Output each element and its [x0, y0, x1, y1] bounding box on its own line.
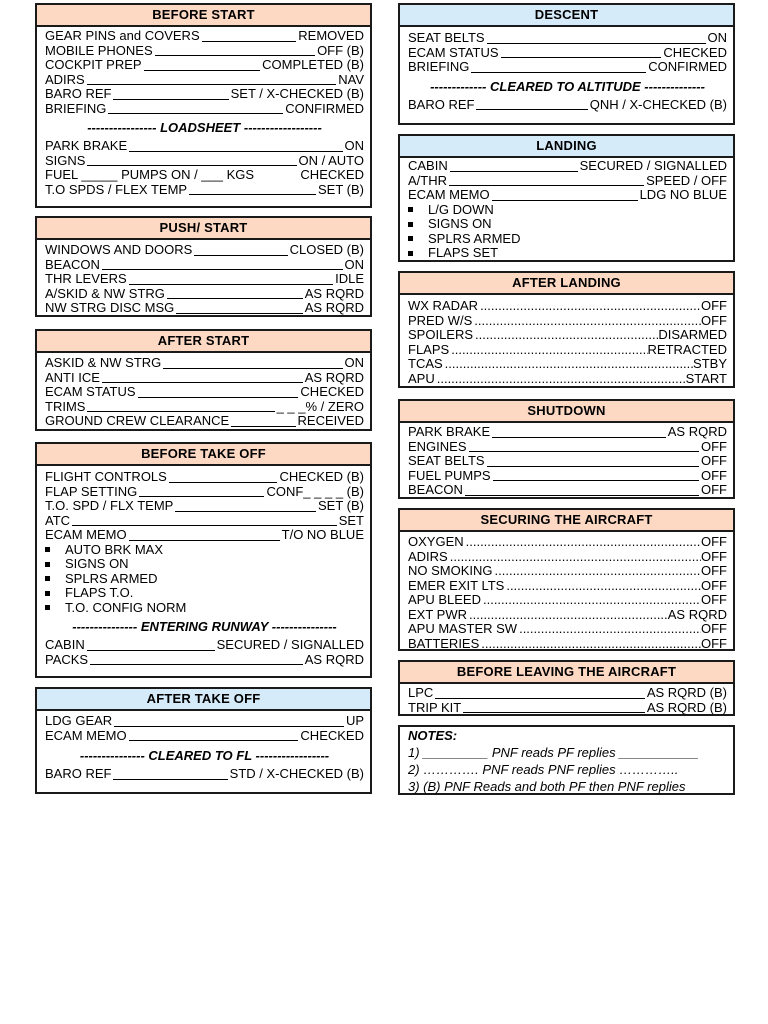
checklist-item: APU MASTER SW ..... OFF	[408, 622, 727, 637]
checklist-item: WINDOWS AND DOORS CLOSED (B)	[45, 242, 364, 257]
before-start-title: BEFORE START	[37, 5, 370, 27]
bullet-item: FLAPS SET	[408, 246, 727, 261]
note-item: 3) (B) PNF Reads and both PF then PNF replies	[408, 779, 686, 794]
bullet-icon	[408, 203, 416, 218]
checklist-item: PARK BRAKE AS RQRD	[408, 424, 727, 439]
checklist-item: LDG GEAR UP	[45, 713, 364, 728]
checklist-item: ANTI ICE AS RQRD	[45, 369, 364, 385]
bullet-item: AUTO BRK MAX	[45, 543, 364, 558]
cleared-to-altitude-separator: ------------- CLEARED TO ALTITUDE --------------	[430, 78, 705, 94]
descent-section	[398, 3, 735, 125]
checklist-item: WX RADAR ..... OFF	[408, 299, 727, 314]
landing-title: LANDING	[400, 136, 733, 158]
checklist-item: EMER EXIT LTS ..... OFF	[408, 579, 727, 594]
bullet-item: SPLRS ARMED	[45, 572, 364, 587]
after-takeoff-section	[35, 687, 372, 794]
loadsheet-separator: ---------------- LOADSHEET ------------------	[87, 120, 322, 135]
checklist-item: ECAM MEMO CHECKED	[45, 727, 364, 743]
checklist-item: PRED W/S ..... OFF	[408, 314, 727, 329]
checklist-item: FLAPS ..... RETRACTED	[408, 343, 727, 358]
checklist-item: BATTERIES ..... OFF	[408, 637, 727, 652]
bullet-icon	[408, 246, 416, 261]
checklist-item: ENGINES OFF	[408, 438, 727, 454]
securing-aircraft-title: SECURING THE AIRCRAFT	[400, 510, 733, 532]
checklist-item: BEACON ON	[45, 256, 364, 272]
bullet-icon	[45, 557, 53, 572]
before-takeoff-title: BEFORE TAKE OFF	[37, 444, 370, 466]
checklist-item: T.O. SPD / FLX TEMP SET (B)	[45, 498, 364, 513]
after-start-title: AFTER START	[37, 331, 370, 353]
checklist-item: A/THR SPEED / OFF	[408, 172, 727, 188]
note-item: 1) _________ PNF reads PF replies ___________	[408, 745, 699, 760]
checklist-item: ECAM STATUS CHECKED	[408, 44, 727, 60]
entering-runway-separator: --------------- ENTERING RUNWAY ---------------	[72, 619, 337, 634]
descent-title: DESCENT	[400, 5, 733, 27]
before-start-section	[35, 3, 372, 208]
checklist-item: ADIRS NAV	[45, 71, 364, 87]
checklist-item: APU ..... START	[408, 372, 727, 387]
checklist-item: GROUND CREW CLEARANCE RECEIVED	[45, 413, 364, 428]
bullet-item: SIGNS ON	[408, 217, 727, 232]
bullet-icon	[408, 232, 416, 247]
before-leaving-section	[398, 660, 735, 716]
checklist-item: COCKPIT PREP COMPLETED (B)	[45, 57, 364, 72]
cleared-to-fl-separator: --------------- CLEARED TO FL -----------------	[79, 748, 330, 763]
checklist-item: ASKID & NW STRG ON	[45, 355, 364, 370]
notes-title: NOTES:	[408, 728, 458, 743]
checklist-item: BRIEFING CONFIRMED	[408, 59, 727, 74]
checklist-item: LPC AS RQRD (B)	[408, 685, 727, 700]
checklist-item: ECAM MEMO T/O NO BLUE	[45, 527, 364, 542]
checklist-item: A/SKID & NW STRG AS RQRD	[45, 285, 364, 301]
bullet-icon	[45, 572, 53, 587]
checklist-item: NW STRG DISC MSG AS RQRD	[45, 300, 364, 315]
checklist-item: TCAS ..... STBY	[408, 357, 727, 372]
checklist-item: PACKS AS RQRD	[45, 651, 364, 667]
checklist-item: FLAP SETTING CONF_ _ _ _ (B)	[45, 483, 364, 499]
checklist-item: ECAM STATUS CHECKED	[45, 384, 364, 399]
bullet-icon	[408, 217, 416, 232]
checklist-item: FLIGHT CONTROLS CHECKED (B)	[45, 469, 364, 484]
checklist-item: ATC SET	[45, 512, 364, 528]
before-leaving-title: BEFORE LEAVING THE AIRCRAFT	[400, 662, 733, 684]
checklist-item: SEAT BELTS OFF	[408, 453, 727, 468]
checklist-item: BARO REF STD / X-CHECKED (B)	[45, 766, 364, 781]
bullet-icon	[45, 586, 53, 601]
checklist-item: APU BLEED ..... OFF	[408, 593, 727, 608]
checklist-item: T.O SPDS / FLEX TEMP SET (B)	[45, 181, 364, 197]
checklist-item: ECAM MEMO LDG NO BLUE	[408, 187, 727, 202]
after-start-section	[35, 329, 372, 431]
bullet-item: L/G DOWN	[408, 203, 727, 218]
after-landing-section	[398, 271, 735, 388]
securing-aircraft-section	[398, 508, 735, 651]
checklist-item: FUEL _____ PUMPS ON / ___ KGS CHECKED	[45, 167, 364, 182]
checklist-item: SEAT BELTS ON	[408, 30, 727, 45]
bullet-item: SPLRS ARMED	[408, 232, 727, 247]
checklist-item: EXT PWR ..... AS RQRD	[408, 608, 727, 623]
bullet-item: SIGNS ON	[45, 557, 364, 572]
push-start-title: PUSH/ START	[37, 218, 370, 240]
checklist-item: BEACON OFF	[408, 482, 727, 497]
landing-section	[398, 134, 735, 262]
checklist-item: CABIN SECURED / SIGNALLED	[45, 637, 364, 652]
push-start-section	[35, 216, 372, 317]
checklist-item: SIGNS ON / AUTO	[45, 152, 364, 168]
after-landing-title: AFTER LANDING	[400, 273, 733, 295]
checklist-item: MOBILE PHONES OFF (B)	[45, 42, 364, 58]
checklist-item: TRIMS _ _ _% / ZERO	[45, 398, 364, 414]
checklist-item: GEAR PINS and COVERS REMOVED	[45, 28, 364, 43]
shutdown-title: SHUTDOWN	[400, 401, 733, 423]
bullet-icon	[45, 543, 53, 558]
checklist-item: FUEL PUMPS OFF	[408, 467, 727, 483]
checklist-item: TRIP KIT AS RQRD (B)	[408, 699, 727, 715]
note-item: 2) …………. PNF reads PNF replies …………..	[408, 762, 679, 777]
after-takeoff-title: AFTER TAKE OFF	[37, 689, 370, 711]
bullet-icon	[45, 601, 53, 616]
checklist-item: BARO REF QNH / X-CHECKED (B)	[408, 96, 727, 112]
checklist-item: OXYGEN ..... OFF	[408, 535, 727, 550]
checklist-item: PARK BRAKE ON	[45, 138, 364, 153]
notes-section	[398, 725, 735, 795]
checklist-item: BARO REF SET / X-CHECKED (B)	[45, 86, 364, 101]
bullet-item: FLAPS T.O.	[45, 586, 364, 601]
checklist-item: SPOILERS ..... DISARMED	[408, 328, 727, 343]
checklist-item: BRIEFING CONFIRMED	[45, 100, 364, 116]
checklist-item: CABIN SECURED / SIGNALLED	[408, 158, 727, 173]
checklist-item: THR LEVERS IDLE	[45, 271, 364, 286]
checklist-item: ADIRS ..... OFF	[408, 550, 727, 565]
bullet-item: T.O. CONFIG NORM	[45, 601, 364, 616]
shutdown-section	[398, 399, 735, 499]
checklist-item: NO SMOKING ..... OFF	[408, 564, 727, 579]
before-takeoff-section	[35, 442, 372, 678]
